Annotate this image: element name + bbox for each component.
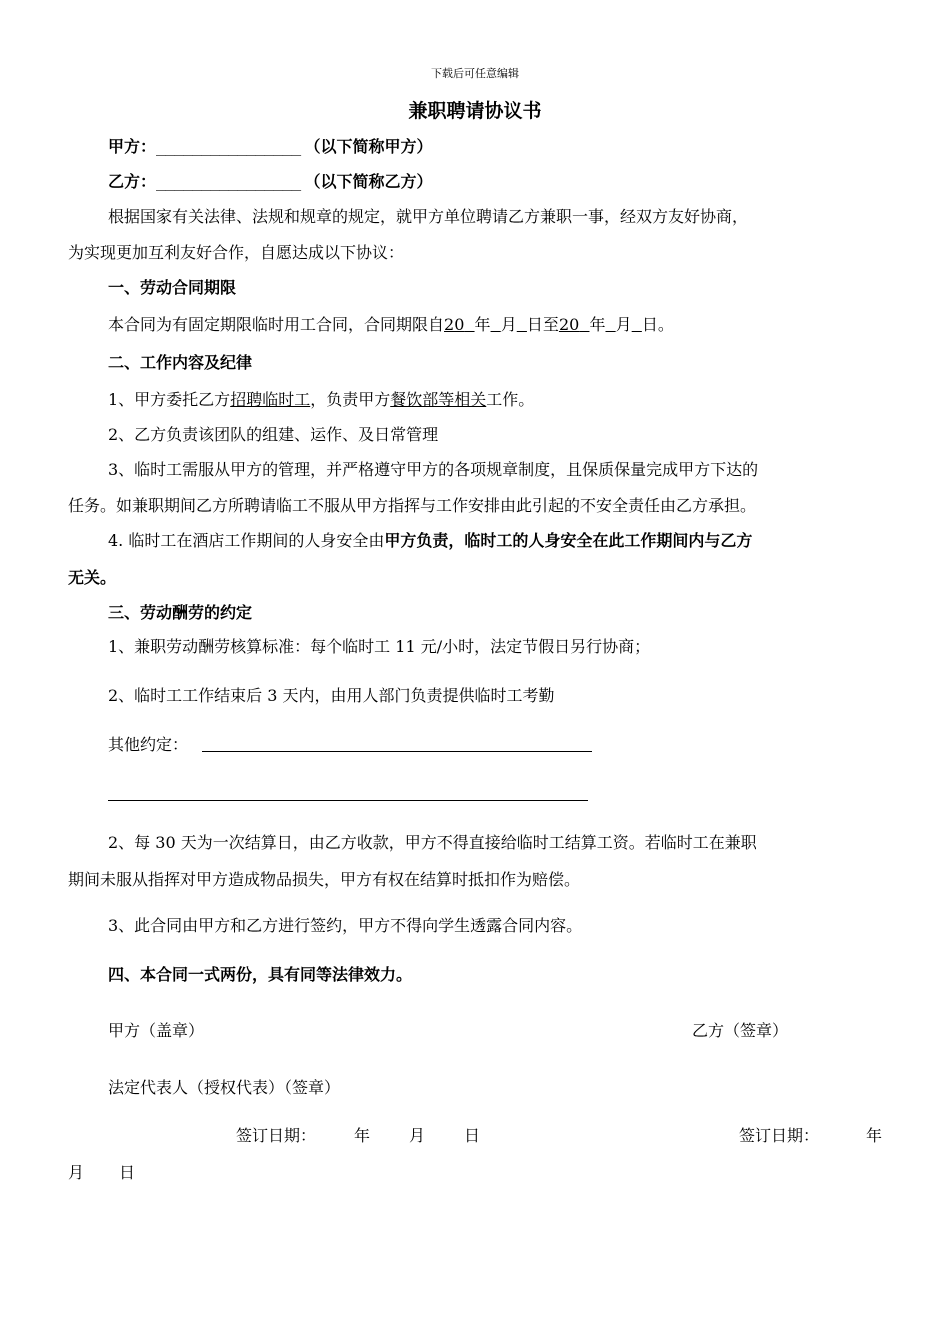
party-a-date-year: 年 — [354, 1126, 371, 1145]
term-text-b: 年 — [474, 315, 491, 334]
settlement-line-1: 2、每 30 天为一次结算日，由乙方收款，甲方不得直接给临时工结算工资。若临时工在兼职 — [108, 833, 757, 852]
party-a-suffix: （以下简称甲方） — [304, 137, 433, 156]
item-1-dept: 餐饮部等相关 — [390, 390, 487, 409]
party-a-date-month: 月 — [409, 1126, 426, 1145]
party-a-date-label: 签订日期： — [236, 1126, 317, 1145]
intro-line-2: 为实现更加互利友好合作，自愿达成以下协议： — [68, 243, 405, 262]
party-b-date-month: 月 — [68, 1163, 85, 1182]
other-terms-line-1 — [202, 751, 592, 752]
party-b-sign-label: 乙方（签章） — [692, 1021, 789, 1040]
party-a-seal-label: 甲方（盖章） — [108, 1021, 205, 1040]
other-terms-label: 其他约定： — [108, 735, 189, 754]
term-blank-3 — [517, 315, 527, 334]
term-text-d: 日至 — [526, 315, 559, 334]
settlement-line-2: 期间未服从指挥对甲方造成物品损失，甲方有权在结算时抵扣作为赔偿。 — [68, 870, 581, 889]
legal-rep-sign-label: 法定代表人（授权代表）（签章） — [108, 1078, 341, 1097]
party-b-date-day: 日 — [119, 1163, 136, 1182]
party-a-date-day: 日 — [464, 1126, 481, 1145]
term-text-e: 年 — [589, 315, 606, 334]
other-terms-line-2 — [108, 800, 588, 801]
section-2-item-3-line-2: 任务。如兼职期间乙方所聘请临工不服从甲方指挥与工作安排由此引起的不安全责任由乙方承担。 — [68, 496, 757, 515]
section-2-item-2: 2、乙方负责该团队的组建、运作、及日常管理 — [108, 425, 439, 444]
page-title: 兼职聘请协议书 — [408, 100, 542, 122]
term-blank-5 — [605, 315, 615, 334]
term-year-2: 20 — [558, 315, 580, 334]
item-1-text-c: ，负责甲方 — [310, 390, 391, 409]
item-4-text-b: 甲方负责，临时工的人身安全在此工作期间内与乙方 — [384, 531, 753, 550]
term-text-c: 月 — [500, 315, 517, 334]
party-b-date-label: 签订日期： — [739, 1126, 820, 1145]
party-b-line — [108, 171, 433, 193]
term-blank-4 — [579, 315, 589, 334]
term-text-a: 本合同为有固定期限临时用工合同，合同期限自 — [108, 315, 445, 334]
header-note: 下载后可任意编辑 — [431, 67, 519, 80]
party-b-suffix: （以下简称乙方） — [304, 172, 433, 191]
party-b-blank: ________________ — [156, 172, 301, 191]
section-1-heading: 一、劳动合同期限 — [108, 278, 237, 297]
section-3-heading: 三、劳动酬劳的约定 — [108, 603, 253, 622]
section-2-item-4 — [108, 530, 752, 552]
section-3-item-1: 1、兼职劳动酬劳核算标准：每个临时工 11 元/小时，法定节假日另行协商； — [108, 637, 651, 656]
party-b-label: 乙方： — [108, 172, 157, 191]
contract-term-line — [108, 314, 674, 336]
term-text-g: 日。 — [641, 315, 674, 334]
item-1-recruit: 招聘临时工 — [230, 390, 311, 409]
section-2-item-3-line-1: 3、临时工需服从甲方的管理，并严格遵守甲方的各项规章制度，且保质保量完成甲方下达的 — [108, 460, 759, 479]
section-3-item-2: 2、临时工工作结束后 3 天内，由用人部门负责提供临时工考勤 — [108, 686, 555, 705]
term-text-f: 月 — [615, 315, 632, 334]
party-a-label: 甲方： — [108, 137, 157, 156]
term-blank-6 — [632, 315, 642, 334]
party-a-line — [108, 136, 433, 158]
item-1-text-a: 1、甲方委托乙方 — [108, 390, 231, 409]
term-blank-1 — [464, 315, 474, 334]
section-4-heading: 四、本合同一式两份，具有同等法律效力。 — [108, 965, 413, 984]
section-3-item-3: 3、此合同由甲方和乙方进行签约，甲方不得向学生透露合同内容。 — [108, 916, 583, 935]
party-b-date-year: 年 — [866, 1126, 883, 1145]
section-2-item-4-line-2: 无关。 — [68, 568, 117, 587]
section-2-item-1 — [108, 389, 534, 411]
section-2-heading: 二、工作内容及纪律 — [108, 353, 253, 372]
item-4-text-a: 4. 临时工在酒店工作期间的人身安全由 — [108, 531, 385, 550]
term-year-1: 20 — [444, 315, 465, 334]
intro-line-1: 根据国家有关法律、法规和规章的规定，就甲方单位聘请乙方兼职一事，经双方友好协商， — [108, 207, 749, 226]
item-1-text-e: 工作。 — [486, 390, 535, 409]
term-blank-2 — [491, 315, 501, 334]
party-a-blank: ________________ — [156, 137, 301, 156]
